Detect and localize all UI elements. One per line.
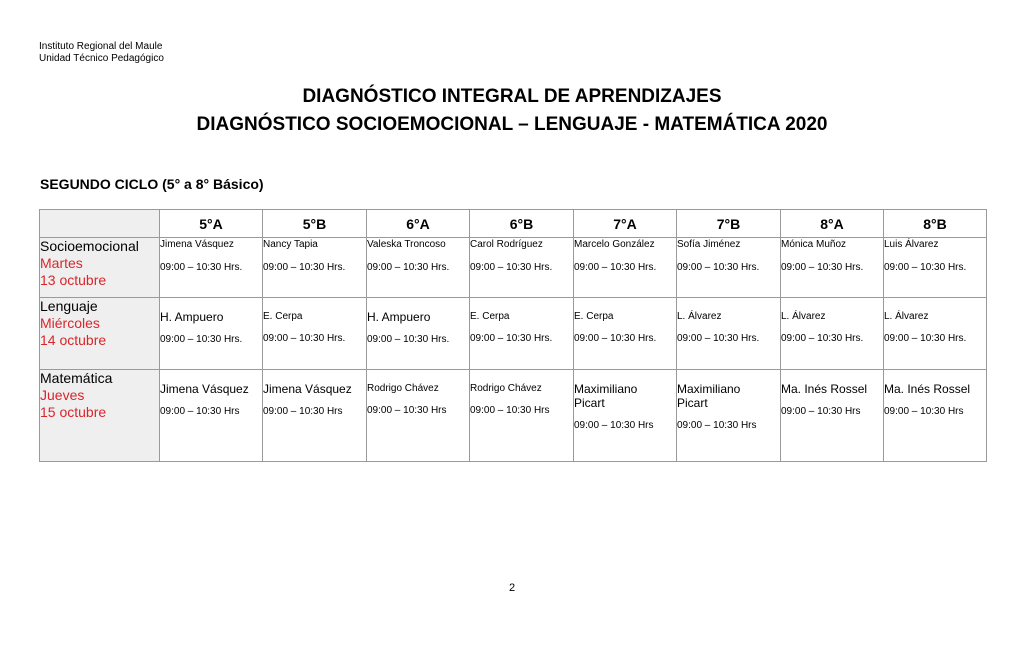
column-header: 8°B xyxy=(884,210,987,238)
teacher-name: H. Ampuero xyxy=(367,310,431,324)
teacher-name: E. Cerpa xyxy=(470,311,510,322)
time-slot: 09:00 – 10:30 Hrs xyxy=(677,420,757,431)
time-slot: 09:00 – 10:30 Hrs xyxy=(884,406,964,417)
schedule-cell xyxy=(367,298,470,370)
time-slot: 09:00 – 10:30 Hrs. xyxy=(884,333,967,344)
institution-name: Instituto Regional del Maule xyxy=(39,41,163,52)
teacher-name: Luis Álvarez xyxy=(884,239,939,250)
column-header: 6°B xyxy=(470,210,574,238)
schedule-cell xyxy=(160,298,263,370)
schedule-cell xyxy=(677,298,781,370)
schedule-table xyxy=(39,209,987,462)
teacher-name: Sofía Jiménez xyxy=(677,239,741,250)
time-slot: 09:00 – 10:30 Hrs xyxy=(160,406,240,417)
sub-title: DIAGNÓSTICO SOCIOEMOCIONAL – LENGUAJE - MATEMÁTICA 2020 xyxy=(196,114,828,135)
row-header xyxy=(40,298,160,370)
schedule-cell xyxy=(160,370,263,462)
schedule-cell xyxy=(781,370,884,462)
time-slot: 09:00 – 10:30 Hrs. xyxy=(884,262,967,273)
time-slot: 09:00 – 10:30 Hrs. xyxy=(470,333,553,344)
teacher-name: Jimena Vásquez xyxy=(160,239,234,250)
time-slot: 09:00 – 10:30 Hrs. xyxy=(367,262,450,273)
column-header: 6°A xyxy=(367,210,470,238)
subject-label: Socioemocional xyxy=(40,238,139,254)
teacher-name: L. Álvarez xyxy=(781,311,826,322)
day-label: Jueves xyxy=(40,387,85,403)
time-slot: 09:00 – 10:30 Hrs. xyxy=(677,333,760,344)
teacher-name: Ma. Inés Rossel xyxy=(884,382,971,396)
schedule-cell xyxy=(367,370,470,462)
schedule-cell xyxy=(884,298,987,370)
time-slot: 09:00 – 10:30 Hrs. xyxy=(574,333,657,344)
teacher-name: Rodrigo Chávez xyxy=(470,383,542,394)
schedule-cell xyxy=(574,370,677,462)
date-label: 15 octubre xyxy=(40,404,107,420)
time-slot: 09:00 – 10:30 Hrs. xyxy=(263,262,346,273)
time-slot: 09:00 – 10:30 Hrs. xyxy=(574,262,657,273)
schedule-cell xyxy=(574,238,677,298)
schedule-cell xyxy=(263,238,367,298)
schedule-cell xyxy=(574,298,677,370)
schedule-cell xyxy=(677,238,781,298)
schedule-cell xyxy=(263,298,367,370)
unit-name: Unidad Técnico Pedagógico xyxy=(39,53,164,64)
table-row xyxy=(40,298,987,370)
schedule-cell xyxy=(884,370,987,462)
page-number: 2 xyxy=(508,582,516,594)
schedule-cell xyxy=(470,238,574,298)
schedule-cell xyxy=(160,238,263,298)
time-slot: 09:00 – 10:30 Hrs xyxy=(263,406,343,417)
teacher-name: Carol Rodríguez xyxy=(470,239,543,250)
teacher-name: L. Álvarez xyxy=(884,311,929,322)
time-slot: 09:00 – 10:30 Hrs. xyxy=(677,262,760,273)
time-slot: 09:00 – 10:30 Hrs xyxy=(470,405,550,416)
schedule-cell xyxy=(677,370,781,462)
time-slot: 09:00 – 10:30 Hrs. xyxy=(781,262,864,273)
row-header xyxy=(40,238,160,298)
teacher-name: Jimena Vásquez xyxy=(160,382,249,396)
time-slot: 09:00 – 10:30 Hrs xyxy=(574,420,654,431)
table-row xyxy=(40,370,987,462)
time-slot: 09:00 – 10:30 Hrs. xyxy=(160,334,243,345)
table-row xyxy=(40,238,987,298)
teacher-name: L. Álvarez xyxy=(677,311,722,322)
schedule-cell xyxy=(367,238,470,298)
teacher-name: Maximiliano Picart xyxy=(574,382,638,410)
teacher-name: Jimena Vásquez xyxy=(263,382,352,396)
section-label: SEGUNDO CICLO (5° a 8° Básico) xyxy=(40,176,264,192)
teacher-name: Valeska Troncoso xyxy=(367,239,446,250)
schedule-cell xyxy=(263,370,367,462)
time-slot: 09:00 – 10:30 Hrs. xyxy=(367,334,450,345)
document-header xyxy=(39,41,164,65)
subject-label: Matemática xyxy=(40,370,113,386)
teacher-name: Maximiliano Picart xyxy=(677,382,741,410)
teacher-name: Rodrigo Chávez xyxy=(367,383,439,394)
table-header-row xyxy=(40,210,987,238)
schedule-cell xyxy=(470,298,574,370)
day-label: Miércoles xyxy=(40,315,100,331)
time-slot: 09:00 – 10:30 Hrs. xyxy=(470,262,553,273)
teacher-name: H. Ampuero xyxy=(160,310,224,324)
table-corner-cell xyxy=(40,210,160,238)
day-label: Martes xyxy=(40,255,83,271)
column-header: 5°B xyxy=(263,210,367,238)
teacher-name: Ma. Inés Rossel xyxy=(781,382,868,396)
column-header: 8°A xyxy=(781,210,884,238)
teacher-name: Nancy Tapia xyxy=(263,239,318,250)
teacher-name: E. Cerpa xyxy=(263,311,303,322)
time-slot: 09:00 – 10:30 Hrs. xyxy=(263,333,346,344)
teacher-name: E. Cerpa xyxy=(574,311,614,322)
main-title: DIAGNÓSTICO INTEGRAL DE APRENDIZAJES xyxy=(302,86,722,107)
time-slot: 09:00 – 10:30 Hrs xyxy=(367,405,447,416)
column-header: 7°B xyxy=(677,210,781,238)
time-slot: 09:00 – 10:30 Hrs. xyxy=(160,262,243,273)
teacher-name: Marcelo González xyxy=(574,239,655,250)
time-slot: 09:00 – 10:30 Hrs. xyxy=(781,333,864,344)
schedule-cell xyxy=(884,238,987,298)
column-header: 5°A xyxy=(160,210,263,238)
schedule-cell xyxy=(781,238,884,298)
date-label: 14 octubre xyxy=(40,332,107,348)
row-header xyxy=(40,370,160,462)
schedule-cell xyxy=(470,370,574,462)
time-slot: 09:00 – 10:30 Hrs xyxy=(781,406,861,417)
date-label: 13 octubre xyxy=(40,272,107,288)
subject-label: Lenguaje xyxy=(40,298,98,314)
schedule-cell xyxy=(781,298,884,370)
teacher-name: Mónica Muñoz xyxy=(781,239,847,250)
column-header: 7°A xyxy=(574,210,677,238)
